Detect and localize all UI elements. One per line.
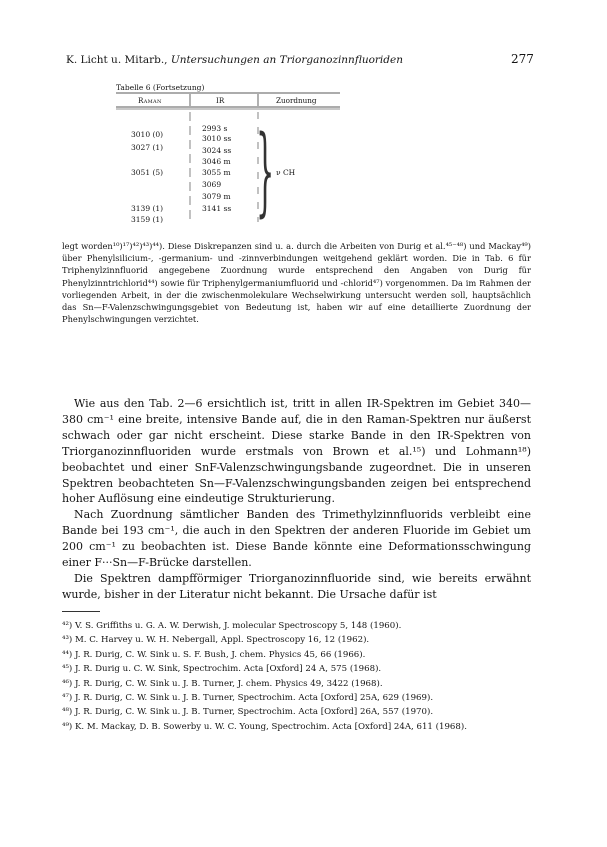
body-text bbox=[62, 396, 531, 603]
footnote: ⁴²) V. S. Griffiths u. G. A. W. Derwish, J. molecular Spectroscopy 5, 148 (1960). bbox=[62, 621, 402, 631]
page-number: 277 bbox=[511, 52, 534, 66]
footnote: ⁴⁷) J. R. Durig, C. W. Sink u. J. B. Turner, Spectrochim. Acta [Oxford] 25A, 629 (1969). bbox=[62, 693, 434, 704]
ir-cell: 3069 bbox=[202, 180, 222, 189]
body-paragraph: Nach Zuordnung sämtlicher Banden des Trimethylzinnfluorids verbleibt eine Bande bei 193 cm⁻¹, die auch in den Spektren der anderen Fluoride im Gebiet um 200 cm⁻¹ zu beobachten ist. Diese Bande könnte eine Deformationsschwingung einer F···Sn—F-Brücke darstellen. bbox=[62, 508, 531, 570]
ir-cell: 3010 ss bbox=[202, 134, 232, 143]
ir-cell: 3024 ss bbox=[202, 146, 232, 155]
col-header-raman: Raman bbox=[138, 96, 162, 105]
footnote: ⁴⁴) J. R. Durig, C. W. Sink u. S. F. Bush, J. chem. Physics 45, 66 (1966). bbox=[62, 649, 366, 660]
ir-cell: 3079 m bbox=[202, 192, 231, 201]
ir-cell: 3141 ss bbox=[202, 204, 232, 213]
body-paragraph: Die Spektren dampfförmiger Triorganozinnfluoride sind, wie bereits erwähnt wurde, bisher in der Literatur nicht bekannt. Die Ursache dafür ist bbox=[62, 571, 531, 601]
footnote: ⁴⁶) J. R. Durig, C. W. Sink u. J. B. Turner, J. chem. Physics 49, 3422 (1968). bbox=[62, 678, 383, 689]
footnote: ⁴⁵) J. R. Durig u. C. W. Sink, Spectrochim. Acta [Oxford] 24 A, 575 (1968). bbox=[62, 664, 382, 675]
ir-cell: 3046 m bbox=[202, 157, 231, 166]
header-authors: K. Licht u. Mitarb., bbox=[66, 54, 168, 66]
small-paragraph-text: legt worden¹⁰)¹⁷)⁴²)⁴³)⁴⁴). Diese Diskrepanzen sind u. a. durch die Arbeiten von Durig et al.⁴⁵⁻⁴⁸) und Mackay⁴⁹) über Phenylsilicium-, -germanium- und -zinnverbindungen weitgehend geklärt worden. Die in Tab. 6 für Triphenylzinnfluorid angegebene Zuordnung wurde entsprechend den Angaben von Durig für Phenylzinntrichlorid⁴⁴) sowie für Triphenylgermaniumfluorid und -chlorid⁴⁷) vorgenommen. Da im Rahmen der vorliegenden Arbeit, in der die zwischenmolekulare Wechselwirkung untersucht werden soll, hauptsächlich das Sn—F-Valenzschwingungsgebiet von Bedeutung ist, haben wir auf eine detaillierte Zuordnung der Phenylschwingungen verzichtet. bbox=[62, 241, 531, 325]
footnote: ⁴⁹) K. M. Mackay, D. B. Sowerby u. W. C. Young, Spectrochim. Acta [Oxford] 24A, 611 (1968). bbox=[62, 721, 467, 732]
brace-glyph: } bbox=[256, 115, 275, 227]
header-title: Untersuchungen an Triorganozinnfluoriden bbox=[170, 54, 403, 66]
footnote-separator bbox=[62, 611, 100, 612]
footnote: ⁴³) M. C. Harvey u. W. H. Nebergall, Appl. Spectroscopy 16, 12 (1962). bbox=[62, 635, 370, 646]
raman-cell: 3159 (1) bbox=[131, 215, 164, 224]
raman-cell: 3051 (5) bbox=[131, 168, 164, 177]
raman-cell: 3139 (1) bbox=[131, 204, 164, 213]
body-paragraph: Wie aus den Tab. 2—6 ersichtlich ist, tritt in allen IR-Spektren im Gebiet 340—380 cm⁻¹ eine breite, intensive Bande auf, die in den Raman-Spektren nur äußerst schwach oder gar nicht erscheint. Diese starke Bande in den IR-Spektren von Triorganozinnfluoriden wurde erstmals von Brown et al.¹⁵) und Lohmann¹⁸) beobachtet und einer SnF-Valenzschwingungsbande zugeordnet. Die in unseren Spektren beobachteten Sn—F-Valenzschwingungsbanden zeigen bei entsprechend hoher Auflösung eine eindeutige Strukturierung. bbox=[62, 397, 531, 506]
raman-cell: 3027 (1) bbox=[131, 143, 164, 152]
table-caption: Tabelle 6 (Fortsetzung) bbox=[116, 83, 205, 92]
footnote: ⁴⁸) J. R. Durig, C. W. Sink u. J. B. Turner, Spectrochim. Acta [Oxford] 26A, 557 (1970). bbox=[62, 707, 434, 718]
raman-cell: 3010 (0) bbox=[131, 130, 164, 139]
footnotes bbox=[62, 619, 531, 734]
ir-cell: 2993 s bbox=[202, 124, 228, 133]
col-header-zuordnung: Zuordnung bbox=[276, 96, 317, 105]
col-header-ir: IR bbox=[216, 96, 225, 105]
ir-cell: 3055 m bbox=[202, 168, 231, 177]
small-print-paragraph bbox=[62, 240, 531, 325]
assignment-cell: ν CH bbox=[276, 168, 296, 177]
